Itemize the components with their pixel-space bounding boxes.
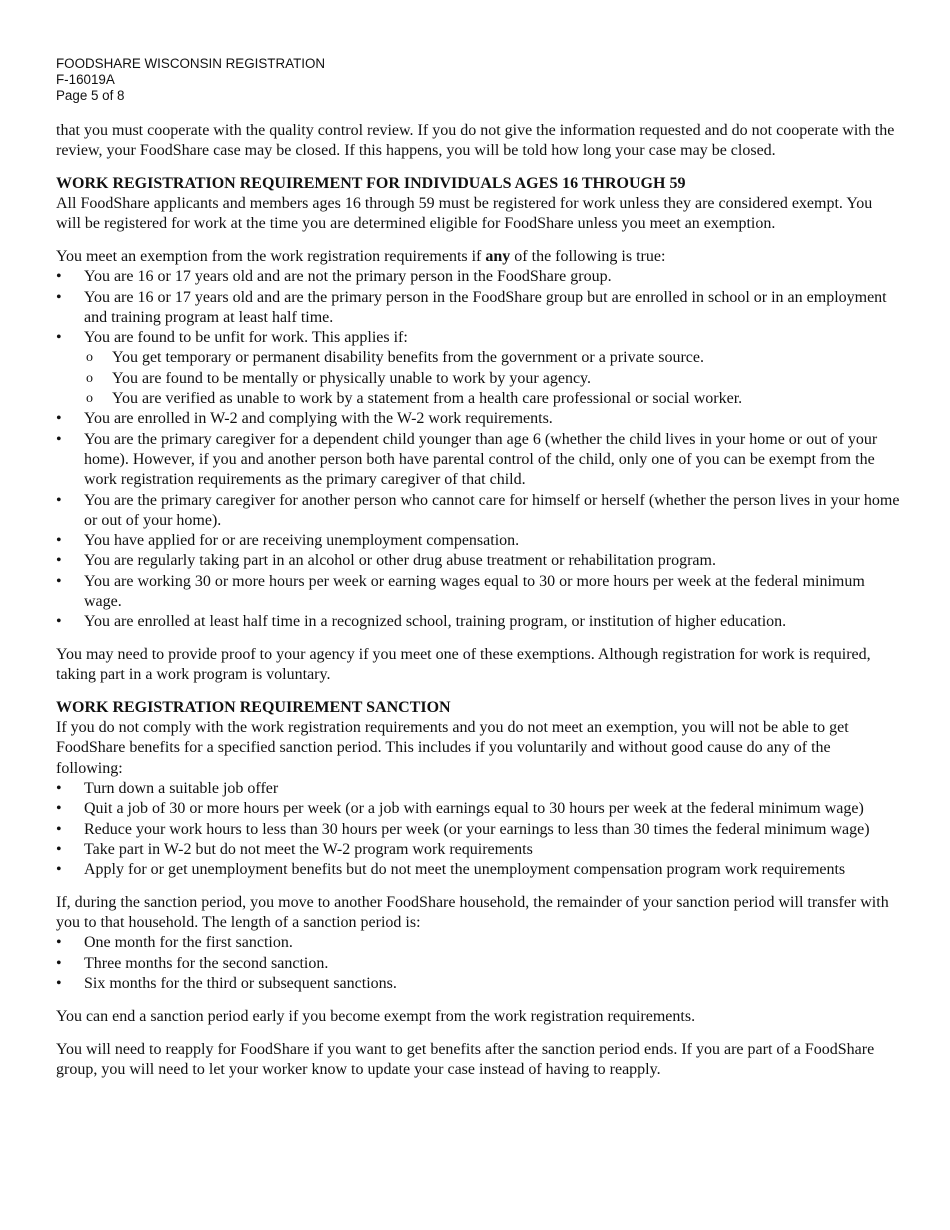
end-early-paragraph: You can end a sanction period early if you become exempt from the work registration requirements. xyxy=(56,1007,696,1025)
bullet-icon: • xyxy=(56,840,62,858)
list-item: • You are 16 or 17 years old and are not the primary person in the FoodShare group. xyxy=(56,267,901,287)
exemption-list xyxy=(56,267,901,348)
sub-list-item: o You are verified as unable to work by a statement from a health care professional or social worker. xyxy=(56,389,901,409)
section-heading-work-registration: WORK REGISTRATION REQUIREMENT FOR INDIVIDUALS AGES 16 THROUGH 59 xyxy=(56,174,686,192)
bullet-icon: • xyxy=(56,430,62,448)
list-item: • You are enrolled in W-2 and complying with the W-2 work requirements. xyxy=(56,409,901,429)
circle-bullet-icon: o xyxy=(86,391,93,407)
bullet-icon: • xyxy=(56,820,62,838)
list-item: • You are 16 or 17 years old and are the primary person in the FoodShare group but are enrolled in school or in an employment and training program at least half time. xyxy=(56,288,887,326)
intro-paragraph: that you must cooperate with the quality control review. If you do not give the information requested and do not cooperate with the review, your FoodShare case may be closed. If this happens, you will be told how long your case may be closed. xyxy=(56,122,895,160)
list-item: • One month for the first sanction. xyxy=(56,933,901,953)
list-item: • You are the primary caregiver for a dependent child younger than age 6 (whether the child lives in your home or out of your home). However, if you and another person both have parental control of the child, only one of you can be exempt from the work registration requirements as the primary caregiver of that child. xyxy=(56,430,878,489)
circle-bullet-icon: o xyxy=(86,370,93,386)
document-body xyxy=(56,121,901,1080)
sanction-transfer-paragraph: If, during the sanction period, you move to another FoodShare household, the remainder of your sanction period will transfer with you to that household. The length of a sanction period is: xyxy=(56,893,889,932)
list-item: • Take part in W-2 but do not meet the W-2 program work requirements xyxy=(56,840,901,860)
list-item: • You are the primary caregiver for another person who cannot care for himself or herself (whether the person lives in your home or out of your home). xyxy=(56,491,900,529)
bullet-icon: • xyxy=(56,329,62,347)
bullet-icon: • xyxy=(56,861,62,879)
sanction-paragraph: If you do not comply with the work registration requirements and you do not meet an exemption, you will not be able to get FoodShare benefits for a specified sanction period. This includes if you voluntarily and without good cause do any of the following: xyxy=(56,719,849,777)
list-item: • You have applied for or are receiving unemployment compensation. xyxy=(56,531,901,551)
exemption-lead-paragraph: You meet an exemption from the work registration requirements if any of the following is true: xyxy=(56,247,666,265)
bullet-icon: • xyxy=(56,491,62,509)
bullet-icon: • xyxy=(56,975,62,993)
unfit-sub-list xyxy=(56,348,901,409)
list-item: • Six months for the third or subsequent sanctions. xyxy=(56,974,901,994)
bullet-icon: • xyxy=(56,410,62,428)
bullet-icon: • xyxy=(56,954,62,972)
list-item: • You are regularly taking part in an alcohol or other drug abuse treatment or rehabilitation program. xyxy=(56,551,901,571)
list-item: • Quit a job of 30 or more hours per week (or a job with earnings equal to 30 hours per week at the federal minimum wage) xyxy=(56,799,901,819)
sub-list-item: o You get temporary or permanent disability benefits from the government or a private source. xyxy=(56,348,901,368)
circle-bullet-icon: o xyxy=(86,350,93,366)
sanction-length-list xyxy=(56,933,901,994)
bullet-icon: • xyxy=(56,288,62,306)
list-item: • Apply for or get unemployment benefits but do not meet the unemployment compensation program work requirements xyxy=(56,860,901,880)
sub-list-item: o You are found to be mentally or physically unable to work by your agency. xyxy=(56,369,901,389)
list-item: • Turn down a suitable job offer xyxy=(56,779,901,799)
bullet-icon: • xyxy=(56,552,62,570)
bullet-icon: • xyxy=(56,268,62,286)
exemption-proof-paragraph: You may need to provide proof to your agency if you meet one of these exemptions. Although registration for work is required, taking part in a work program is voluntary. xyxy=(56,646,871,684)
sanction-causes-list xyxy=(56,779,901,880)
emphasis-any: any xyxy=(485,247,511,265)
page-header xyxy=(56,56,325,104)
bullet-icon: • xyxy=(56,934,62,952)
list-item: • You are working 30 or more hours per week or earning wages equal to 30 or more hours per week at the federal minimum wage. xyxy=(56,572,865,611)
page-number: Page 5 of 8 xyxy=(56,88,125,103)
form-number: F-16019A xyxy=(56,72,115,87)
list-item: • Reduce your work hours to less than 30 hours per week (or your earnings to less than 30 times the federal minimum wage) xyxy=(56,820,901,840)
list-item: • You are found to be unfit for work. This applies if: xyxy=(56,328,901,348)
bullet-icon: • xyxy=(56,800,62,818)
exemption-list-continued xyxy=(56,409,901,632)
list-item: • Three months for the second sanction. xyxy=(56,954,901,974)
bullet-icon: • xyxy=(56,613,62,631)
section-heading-sanction: WORK REGISTRATION REQUIREMENT SANCTION xyxy=(56,698,451,716)
bullet-icon: • xyxy=(56,532,62,550)
form-title: FOODSHARE WISCONSIN REGISTRATION xyxy=(56,56,326,71)
bullet-icon: • xyxy=(56,572,62,590)
work-registration-paragraph: All FoodShare applicants and members ages 16 through 59 must be registered for work unless they are considered exempt. You will be registered for work at the time you are determined eligible for FoodShare unless you meet an exemption. xyxy=(56,194,873,233)
reapply-paragraph: You will need to reapply for FoodShare if you want to get benefits after the sanction period ends. If you are part of a FoodShare group, you will need to let your worker know to update your case instead of having to reapply. xyxy=(56,1040,875,1078)
bullet-icon: • xyxy=(56,779,62,797)
list-item: • You are enrolled at least half time in a recognized school, training program, or institution of higher education. xyxy=(56,612,901,632)
